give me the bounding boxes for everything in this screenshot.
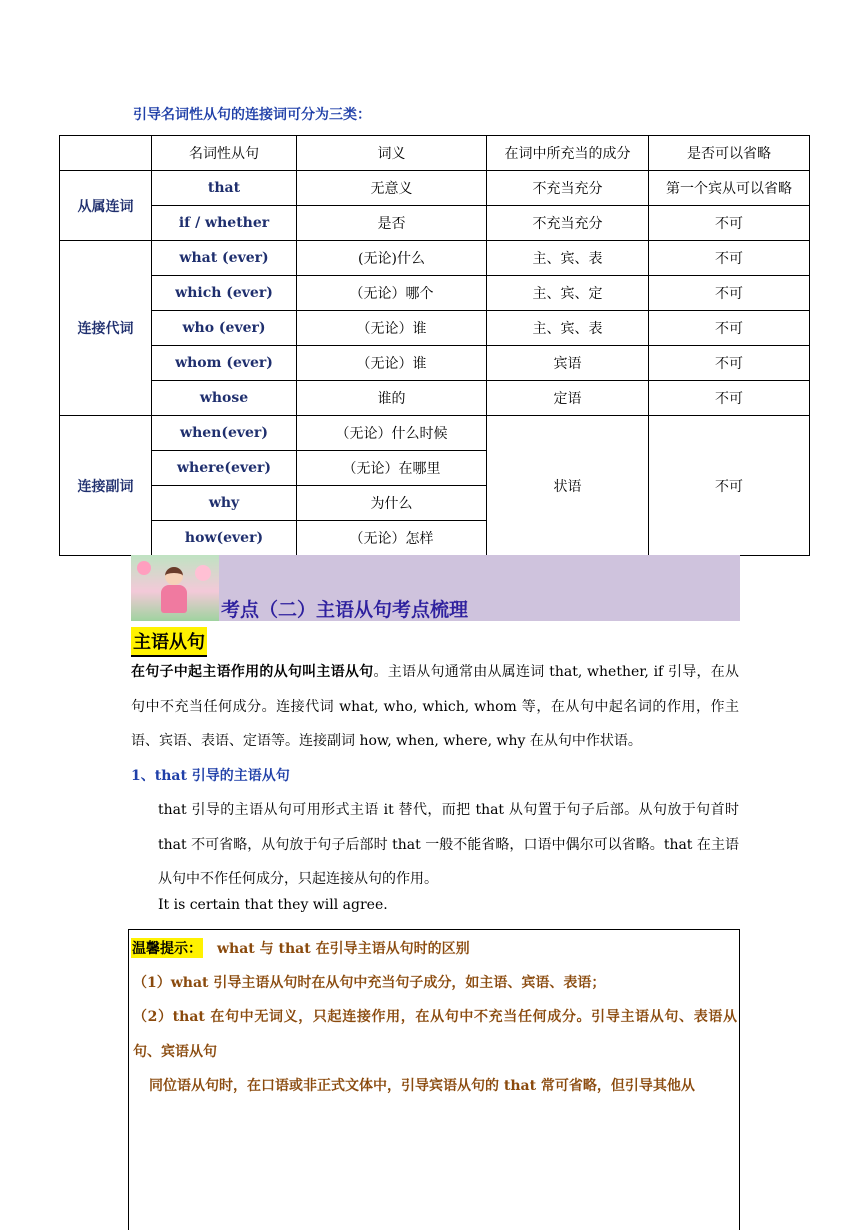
word-cell: why bbox=[152, 486, 297, 521]
meaning-cell: （无论）谁 bbox=[297, 346, 487, 381]
word-cell: who (ever) bbox=[152, 311, 297, 346]
tip-box bbox=[128, 929, 740, 1230]
definition-paragraph bbox=[131, 655, 739, 759]
header-cell: 是否可以省略 bbox=[649, 136, 810, 171]
that-explanation: that 引导的主语从句可用形式主语 it 替代，而把 that 从句置于句子后部。从句放于句首时 that 不可省略，从句放于句子后部时 that 一般不能省略，口语中偶尔可以省略。that 在主语从句中不作任何成分，只起连接从句的作用。 bbox=[158, 802, 739, 887]
table-row bbox=[60, 346, 810, 381]
meaning-cell: 谁的 bbox=[297, 381, 487, 416]
table-row bbox=[60, 206, 810, 241]
meaning-cell: 无意义 bbox=[297, 171, 487, 206]
role-cell: 主、宾、表 bbox=[487, 311, 649, 346]
table-row bbox=[60, 241, 810, 276]
intro-text: 引导名词性从句的连接词可分为三类： bbox=[133, 107, 371, 123]
word-cell: which (ever) bbox=[152, 276, 297, 311]
role-cell: 宾语 bbox=[487, 346, 649, 381]
header-cell: 名词性从句 bbox=[152, 136, 297, 171]
word-cell: what (ever) bbox=[152, 241, 297, 276]
role-cell: 主、宾、表 bbox=[487, 241, 649, 276]
omit-cell: 第一个宾从可以省略 bbox=[649, 171, 810, 206]
group-label: 从属连词 bbox=[60, 171, 152, 241]
definition-rest: 。主语从句通常由从属连词 that, whether, if 引导，在从句中不充当任何成分。连接代词 what, who, which, whom 等，在从句中起名词的作用，作主语、宾语、表语、定语等。连接副词 how, when, where, why 在从句中作状语。 bbox=[131, 664, 739, 749]
example-sentence: It is certain that they will agree. bbox=[158, 897, 388, 913]
meaning-cell: （无论）什么时候 bbox=[297, 416, 487, 451]
role-cell: 状语 bbox=[487, 416, 649, 556]
table-row bbox=[60, 171, 810, 206]
meaning-cell: 是否 bbox=[297, 206, 487, 241]
tip-line: （2）that 在句中无词义，只起连接作用，在从句中不充当任何成分。引导主语从句、表语从句、宾语从句 bbox=[133, 1009, 737, 1060]
tip-line: 同位语从句时，在口语或非正式文体中，引导宾语从句的 that 常可省略，但引导其他从 bbox=[149, 1078, 695, 1094]
table-row bbox=[60, 381, 810, 416]
word-cell: if / whether bbox=[152, 206, 297, 241]
role-cell: 不充当充分 bbox=[487, 206, 649, 241]
table-header-row bbox=[60, 136, 810, 171]
word-cell: whose bbox=[152, 381, 297, 416]
omit-cell: 不可 bbox=[649, 381, 810, 416]
group-label: 连接代词 bbox=[60, 241, 152, 416]
subheading-that: 1、that 引导的主语从句 bbox=[131, 768, 290, 784]
tip-line: （1）what 引导主语从句时在从句中充当句子成分，如主语、宾语、表语； bbox=[133, 975, 606, 991]
meaning-cell: 为什么 bbox=[297, 486, 487, 521]
omit-cell: 不可 bbox=[649, 206, 810, 241]
word-cell: when(ever) bbox=[152, 416, 297, 451]
section-heading: 主语从句 bbox=[131, 627, 207, 657]
header-cell: 词义 bbox=[297, 136, 487, 171]
omit-cell: 不可 bbox=[649, 276, 810, 311]
role-cell: 主、宾、定 bbox=[487, 276, 649, 311]
meaning-cell: (无论)什么 bbox=[297, 241, 487, 276]
omit-cell: 不可 bbox=[649, 311, 810, 346]
table-row bbox=[60, 311, 810, 346]
role-cell: 不充当充分 bbox=[487, 171, 649, 206]
omit-cell: 不可 bbox=[649, 416, 810, 556]
tip-title: what 与 that 在引导主语从句时的区别 bbox=[217, 941, 470, 957]
banner-title: 考点（二）主语从句考点梳理 bbox=[221, 599, 469, 621]
role-cell: 定语 bbox=[487, 381, 649, 416]
section-banner bbox=[131, 555, 740, 621]
definition-bold: 在句子中起主语作用的从句叫主语从句 bbox=[131, 664, 374, 680]
conjunction-table bbox=[59, 135, 810, 556]
meaning-cell: （无论）怎样 bbox=[297, 521, 487, 556]
word-cell: whom (ever) bbox=[152, 346, 297, 381]
girl-illustration-icon bbox=[131, 555, 219, 621]
word-cell: how(ever) bbox=[152, 521, 297, 556]
word-cell: that bbox=[152, 171, 297, 206]
omit-cell: 不可 bbox=[649, 346, 810, 381]
meaning-cell: （无论）在哪里 bbox=[297, 451, 487, 486]
tip-label: 温馨提示： bbox=[131, 938, 203, 958]
meaning-cell: （无论）谁 bbox=[297, 311, 487, 346]
meaning-cell: （无论）哪个 bbox=[297, 276, 487, 311]
word-cell: where(ever) bbox=[152, 451, 297, 486]
table-row bbox=[60, 276, 810, 311]
header-cell bbox=[60, 136, 152, 171]
header-cell: 在词中所充当的成分 bbox=[487, 136, 649, 171]
table-row bbox=[60, 416, 810, 451]
omit-cell: 不可 bbox=[649, 241, 810, 276]
group-label: 连接副词 bbox=[60, 416, 152, 556]
